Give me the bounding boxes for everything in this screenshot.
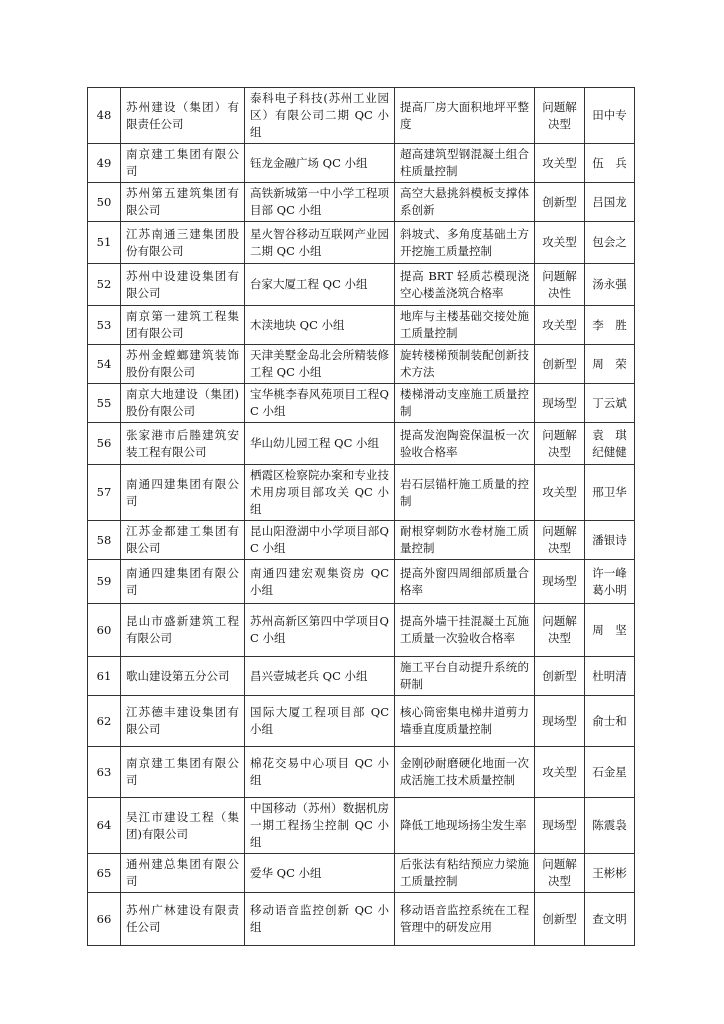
person-cell: 许一峰 葛小明 bbox=[585, 560, 635, 604]
qc-group-cell: 华山幼儿园工程 QC 小组 bbox=[245, 423, 395, 465]
topic-cell: 高空大悬挑斜模板支撑体系创新 bbox=[395, 183, 535, 222]
company-cell: 南通四建集团有限公司 bbox=[121, 560, 245, 604]
table-row bbox=[88, 423, 635, 465]
qc-group-cell: 爱华 QC 小组 bbox=[245, 854, 395, 893]
company-cell: 苏州第五建筑集团有限公司 bbox=[121, 183, 245, 222]
topic-cell: 超高建筑型钢混凝土组合柱质量控制 bbox=[395, 144, 535, 183]
person-cell: 石金星 bbox=[585, 747, 635, 798]
table-row bbox=[88, 747, 635, 798]
qc-group-cell: 中国移动（苏州）数据机房一期工程扬尘控制 QC 小组 bbox=[245, 798, 395, 854]
qc-group-cell: 昌兴壹城老兵 QC 小组 bbox=[245, 657, 395, 696]
project-type-cell: 攻关型 bbox=[535, 144, 585, 183]
project-type-cell: 现场型 bbox=[535, 696, 585, 747]
row-number: 66 bbox=[88, 893, 121, 946]
table-row bbox=[88, 604, 635, 657]
company-cell: 南通四建集团有限公司 bbox=[121, 465, 245, 521]
person-cell: 周 坚 bbox=[585, 604, 635, 657]
person-cell: 潘银诗 bbox=[585, 521, 635, 560]
row-number: 57 bbox=[88, 465, 121, 521]
topic-cell: 提高外窗四周细部质量合格率 bbox=[395, 560, 535, 604]
row-number: 54 bbox=[88, 345, 121, 384]
qc-table-body bbox=[88, 88, 635, 946]
project-type-cell: 创新型 bbox=[535, 657, 585, 696]
qc-group-cell: 星火智谷移动互联网产业园二期 QC 小组 bbox=[245, 222, 395, 264]
row-number: 58 bbox=[88, 521, 121, 560]
row-number: 53 bbox=[88, 306, 121, 345]
row-number: 52 bbox=[88, 264, 121, 306]
topic-cell: 后张法有粘结预应力梁施工质量控制 bbox=[395, 854, 535, 893]
project-type-cell: 现场型 bbox=[535, 384, 585, 423]
project-type-cell: 攻关型 bbox=[535, 222, 585, 264]
qc-group-cell: 移动语音监控创新 QC 小组 bbox=[245, 893, 395, 946]
company-cell: 江苏德丰建设集团有限公司 bbox=[121, 696, 245, 747]
company-cell: 苏州金螳螂建筑装饰股份有限公司 bbox=[121, 345, 245, 384]
topic-cell: 核心筒密集电梯井道剪力墙垂直度质量控制 bbox=[395, 696, 535, 747]
person-cell: 包会之 bbox=[585, 222, 635, 264]
table-row bbox=[88, 222, 635, 264]
project-type-cell: 问题解决型 bbox=[535, 521, 585, 560]
topic-cell: 斜坡式、多角度基础土方开挖施工质量控制 bbox=[395, 222, 535, 264]
topic-cell: 楼梯滑动支座施工质量控制 bbox=[395, 384, 535, 423]
row-number: 64 bbox=[88, 798, 121, 854]
table-row bbox=[88, 854, 635, 893]
project-type-cell: 攻关型 bbox=[535, 747, 585, 798]
person-cell: 王彬彬 bbox=[585, 854, 635, 893]
person-cell: 伍 兵 bbox=[585, 144, 635, 183]
table-row bbox=[88, 798, 635, 854]
topic-cell: 金刚砂耐磨硬化地面一次成活施工技术质量控制 bbox=[395, 747, 535, 798]
qc-group-cell: 高铁新城第一中小学工程项目部 QC 小组 bbox=[245, 183, 395, 222]
topic-cell: 移动语音监控系统在工程管理中的研发应用 bbox=[395, 893, 535, 946]
person-cell: 汤永强 bbox=[585, 264, 635, 306]
company-cell: 吴江市建设工程（集团)有限公司 bbox=[121, 798, 245, 854]
person-cell: 查文明 bbox=[585, 893, 635, 946]
company-cell: 苏州建设（集团）有限责任公司 bbox=[121, 88, 245, 144]
topic-cell: 岩石层锚杆施工质量的控制 bbox=[395, 465, 535, 521]
company-cell: 通州建总集团有限公司 bbox=[121, 854, 245, 893]
topic-cell: 施工平台自动提升系统的研制 bbox=[395, 657, 535, 696]
project-type-cell: 问题解决性 bbox=[535, 264, 585, 306]
table-row bbox=[88, 465, 635, 521]
project-type-cell: 问题解决型 bbox=[535, 604, 585, 657]
row-number: 61 bbox=[88, 657, 121, 696]
row-number: 60 bbox=[88, 604, 121, 657]
topic-cell: 降低工地现场扬尘发生率 bbox=[395, 798, 535, 854]
row-number: 50 bbox=[88, 183, 121, 222]
table-row bbox=[88, 144, 635, 183]
qc-group-cell: 棉花交易中心项目 QC 小组 bbox=[245, 747, 395, 798]
company-cell: 昆山市盛新建筑工程有限公司 bbox=[121, 604, 245, 657]
company-cell: 南京建工集团有限公司 bbox=[121, 144, 245, 183]
company-cell: 江苏南通三建集团股份有限公司 bbox=[121, 222, 245, 264]
row-number: 55 bbox=[88, 384, 121, 423]
row-number: 65 bbox=[88, 854, 121, 893]
person-cell: 丁云斌 bbox=[585, 384, 635, 423]
project-type-cell: 现场型 bbox=[535, 560, 585, 604]
company-cell: 南京大地建设（集团)股份有限公司 bbox=[121, 384, 245, 423]
company-cell: 张家港市后塍建筑安装工程有限公司 bbox=[121, 423, 245, 465]
row-number: 59 bbox=[88, 560, 121, 604]
company-cell: 南京建工集团有限公司 bbox=[121, 747, 245, 798]
person-cell: 袁 琪 纪健健 bbox=[585, 423, 635, 465]
company-cell: 苏州广林建设有限责任公司 bbox=[121, 893, 245, 946]
person-cell: 俞士和 bbox=[585, 696, 635, 747]
table-row bbox=[88, 384, 635, 423]
qc-group-cell: 国际大厦工程项目部 QC 小组 bbox=[245, 696, 395, 747]
table-row bbox=[88, 521, 635, 560]
qc-group-cell: 栖霞区检察院办案和专业技术用房项目部攻关 QC 小组 bbox=[245, 465, 395, 521]
project-type-cell: 攻关型 bbox=[535, 306, 585, 345]
table-row bbox=[88, 657, 635, 696]
row-number: 49 bbox=[88, 144, 121, 183]
qc-award-table bbox=[87, 87, 635, 946]
qc-group-cell: 南通四建宏观集资房 QC 小组 bbox=[245, 560, 395, 604]
company-cell: 江苏金都建工集团有限公司 bbox=[121, 521, 245, 560]
project-type-cell: 创新型 bbox=[535, 183, 585, 222]
table-row bbox=[88, 696, 635, 747]
table-row bbox=[88, 88, 635, 144]
table-row bbox=[88, 306, 635, 345]
topic-cell: 旋转楼梯预制装配创新技术方法 bbox=[395, 345, 535, 384]
person-cell: 邢卫华 bbox=[585, 465, 635, 521]
topic-cell: 提高外墙干挂混凝土瓦施工质量一次验收合格率 bbox=[395, 604, 535, 657]
table-row bbox=[88, 345, 635, 384]
company-cell: 歌山建设第五分公司 bbox=[121, 657, 245, 696]
person-cell: 田中专 bbox=[585, 88, 635, 144]
table-row bbox=[88, 264, 635, 306]
table-row bbox=[88, 183, 635, 222]
row-number: 56 bbox=[88, 423, 121, 465]
person-cell: 陈震袅 bbox=[585, 798, 635, 854]
qc-group-cell: 泰科电子科技(苏州工业园区）有限公司二期 QC 小组 bbox=[245, 88, 395, 144]
row-number: 51 bbox=[88, 222, 121, 264]
person-cell: 吕国龙 bbox=[585, 183, 635, 222]
table-row bbox=[88, 560, 635, 604]
company-cell: 南京第一建筑工程集团有限公司 bbox=[121, 306, 245, 345]
person-cell: 杜明清 bbox=[585, 657, 635, 696]
qc-group-cell: 苏州高新区第四中学项目QC 小组 bbox=[245, 604, 395, 657]
project-type-cell: 问题解决型 bbox=[535, 423, 585, 465]
topic-cell: 提高 BRT 轻质芯模现浇空心楼盖浇筑合格率 bbox=[395, 264, 535, 306]
project-type-cell: 现场型 bbox=[535, 798, 585, 854]
row-number: 62 bbox=[88, 696, 121, 747]
qc-group-cell: 木渎地块 QC 小组 bbox=[245, 306, 395, 345]
table-row bbox=[88, 893, 635, 946]
topic-cell: 提高发泡陶瓷保温板一次验收合格率 bbox=[395, 423, 535, 465]
qc-group-cell: 台家大厦工程 QC 小组 bbox=[245, 264, 395, 306]
topic-cell: 地库与主楼基础交接处施工质量控制 bbox=[395, 306, 535, 345]
project-type-cell: 问题解决型 bbox=[535, 88, 585, 144]
project-type-cell: 创新型 bbox=[535, 345, 585, 384]
person-cell: 李 胜 bbox=[585, 306, 635, 345]
row-number: 48 bbox=[88, 88, 121, 144]
person-cell: 周 荣 bbox=[585, 345, 635, 384]
qc-group-cell: 钰龙金融广场 QC 小组 bbox=[245, 144, 395, 183]
topic-cell: 提高厂房大面积地坪平整度 bbox=[395, 88, 535, 144]
project-type-cell: 创新型 bbox=[535, 893, 585, 946]
qc-group-cell: 天津美墅金岛北会所精装修工程 QC 小组 bbox=[245, 345, 395, 384]
qc-group-cell: 昆山阳澄湖中小学项目部QC 小组 bbox=[245, 521, 395, 560]
project-type-cell: 攻关型 bbox=[535, 465, 585, 521]
qc-group-cell: 宝华桃李春风苑项目工程QC 小组 bbox=[245, 384, 395, 423]
topic-cell: 耐根穿刺防水卷材施工质量控制 bbox=[395, 521, 535, 560]
row-number: 63 bbox=[88, 747, 121, 798]
project-type-cell: 问题解决型 bbox=[535, 854, 585, 893]
company-cell: 苏州中设建设集团有限公司 bbox=[121, 264, 245, 306]
